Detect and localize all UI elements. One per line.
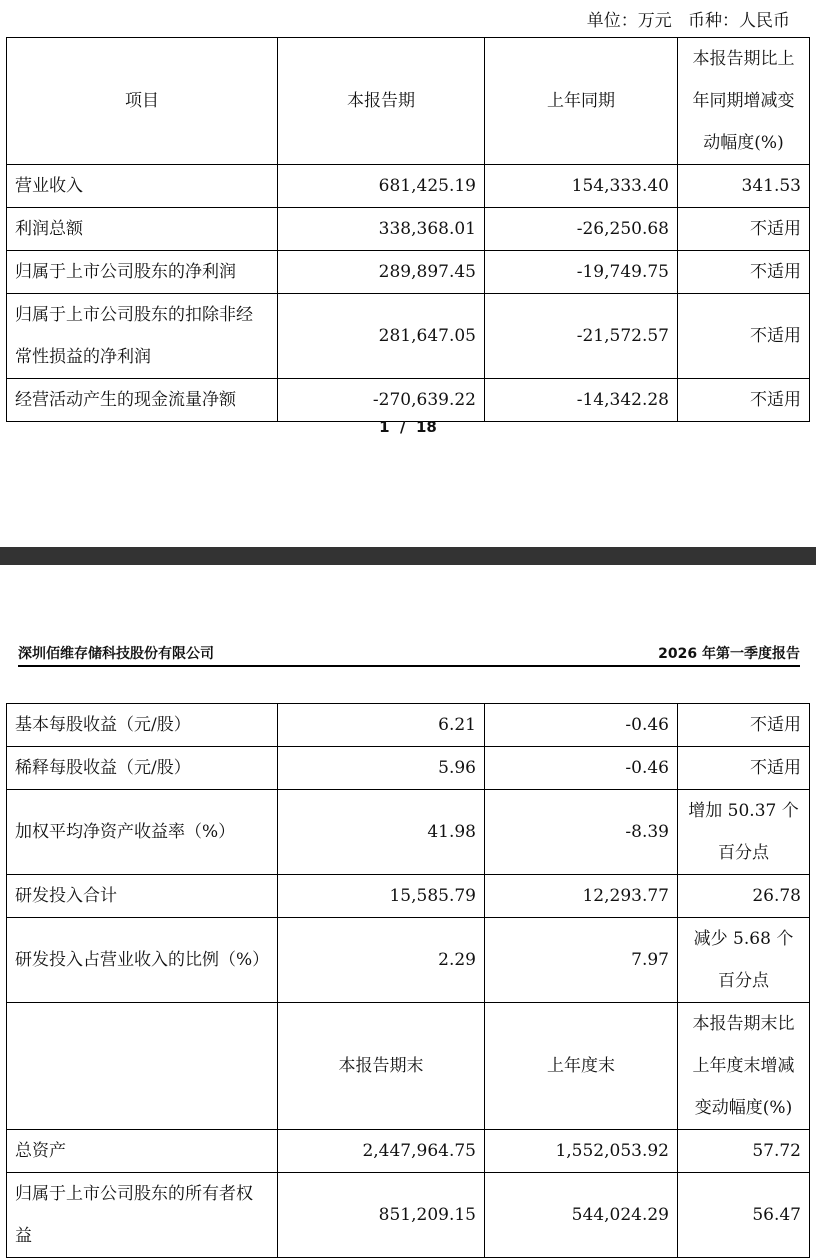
table-row	[7, 294, 810, 379]
table-row	[7, 918, 810, 1003]
header-item-blank	[7, 1003, 278, 1130]
cell-current: 6.21	[278, 704, 485, 747]
table-row	[7, 747, 810, 790]
header-change-pct: 本报告期比上年同期增减变动幅度(%)	[678, 38, 810, 165]
cell-current: 289,897.45	[278, 251, 485, 294]
cell-change: 不适用	[678, 208, 810, 251]
cell-change: 56.47	[678, 1173, 810, 1258]
cell-current: 2.29	[278, 918, 485, 1003]
cell-prior: 7.97	[485, 918, 678, 1003]
cell-prior: 544,024.29	[485, 1173, 678, 1258]
row-label: 营业收入	[7, 165, 278, 208]
table-row	[7, 1173, 810, 1258]
cell-current: 15,585.79	[278, 875, 485, 918]
table-row	[7, 208, 810, 251]
table-header-row	[7, 38, 810, 165]
cell-prior: -0.46	[485, 704, 678, 747]
row-label: 利润总额	[7, 208, 278, 251]
cell-current: 41.98	[278, 790, 485, 875]
header-period-end: 本报告期末	[278, 1003, 485, 1130]
unit-currency-note: 单位：万元 币种：人民币	[586, 11, 790, 31]
table-row	[7, 165, 810, 208]
financial-table-page1	[6, 37, 810, 422]
cell-prior: -8.39	[485, 790, 678, 875]
header-prior-period: 上年同期	[485, 38, 678, 165]
cell-current: 681,425.19	[278, 165, 485, 208]
cell-prior: -19,749.75	[485, 251, 678, 294]
row-label: 归属于上市公司股东的扣除非经常性损益的净利润	[7, 294, 278, 379]
cell-prior: -0.46	[485, 747, 678, 790]
page-number: 1 / 18	[379, 418, 437, 436]
cell-prior: -26,250.68	[485, 208, 678, 251]
cell-change: 不适用	[678, 251, 810, 294]
report-title: 2026 年第一季度报告	[658, 646, 800, 662]
page-header	[18, 641, 800, 667]
page-separator	[0, 547, 816, 565]
cell-change: 341.53	[678, 165, 810, 208]
cell-change: 57.72	[678, 1130, 810, 1173]
company-name: 深圳佰维存储科技股份有限公司	[18, 646, 214, 662]
header-item: 项目	[7, 38, 278, 165]
cell-prior: 1,552,053.92	[485, 1130, 678, 1173]
cell-prior: 12,293.77	[485, 875, 678, 918]
table-row	[7, 251, 810, 294]
row-label: 归属于上市公司股东的所有者权益	[7, 1173, 278, 1258]
row-label: 研发投入占营业收入的比例（%）	[7, 918, 278, 1003]
cell-change: 不适用	[678, 747, 810, 790]
cell-change: 不适用	[678, 704, 810, 747]
cell-current: 2,447,964.75	[278, 1130, 485, 1173]
cell-current: -270,639.22	[278, 379, 485, 422]
cell-change: 不适用	[678, 379, 810, 422]
cell-change: 26.78	[678, 875, 810, 918]
row-label: 稀释每股收益（元/股）	[7, 747, 278, 790]
cell-current: 338,368.01	[278, 208, 485, 251]
row-label: 加权平均净资产收益率（%）	[7, 790, 278, 875]
header-prior-year-end: 上年度末	[485, 1003, 678, 1130]
cell-current: 851,209.15	[278, 1173, 485, 1258]
row-label: 经营活动产生的现金流量净额	[7, 379, 278, 422]
row-label: 研发投入合计	[7, 875, 278, 918]
row-label: 基本每股收益（元/股）	[7, 704, 278, 747]
table-row	[7, 379, 810, 422]
table-row	[7, 704, 810, 747]
header-current-period: 本报告期	[278, 38, 485, 165]
header-change-pct: 本报告期末比上年度末增减变动幅度(%)	[678, 1003, 810, 1130]
cell-current: 281,647.05	[278, 294, 485, 379]
row-label: 归属于上市公司股东的净利润	[7, 251, 278, 294]
cell-prior: -14,342.28	[485, 379, 678, 422]
cell-change: 不适用	[678, 294, 810, 379]
cell-prior: -21,572.57	[485, 294, 678, 379]
cell-current: 5.96	[278, 747, 485, 790]
table-row	[7, 875, 810, 918]
cell-prior: 154,333.40	[485, 165, 678, 208]
cell-change: 减少 5.68 个百分点	[678, 918, 810, 1003]
row-label: 总资产	[7, 1130, 278, 1173]
table-row	[7, 790, 810, 875]
financial-table-page2	[6, 703, 810, 1258]
table-row	[7, 1130, 810, 1173]
table-subheader-row	[7, 1003, 810, 1130]
cell-change: 增加 50.37 个百分点	[678, 790, 810, 875]
